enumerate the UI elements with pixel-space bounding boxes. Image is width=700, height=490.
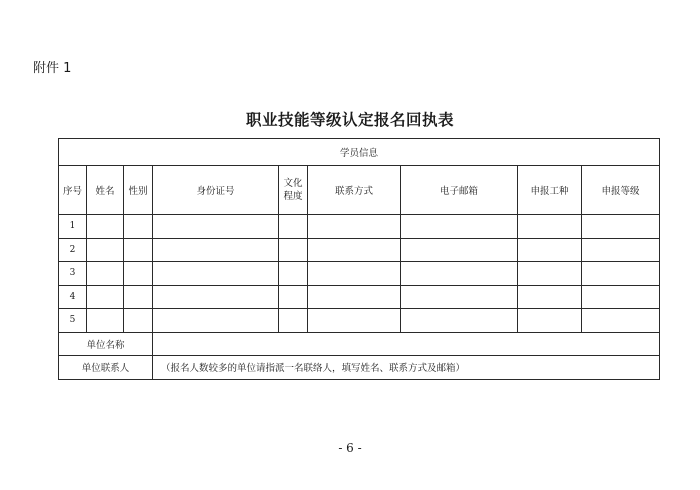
form-title: 职业技能等级认定报名回执表 — [245, 110, 454, 129]
row-number: 4 — [59, 285, 87, 309]
cell-education[interactable] — [279, 262, 308, 286]
cell-email[interactable] — [401, 285, 518, 309]
col-header-level: 申报等级 — [582, 166, 660, 215]
cell-job-type[interactable] — [518, 238, 582, 262]
row-number: 5 — [59, 309, 87, 333]
cell-job-type[interactable] — [518, 309, 582, 333]
cell-gender[interactable] — [124, 309, 153, 333]
col-header-gender: 性别 — [124, 166, 153, 215]
cell-email[interactable] — [401, 215, 518, 239]
cell-job-type[interactable] — [518, 262, 582, 286]
cell-contact[interactable] — [308, 309, 401, 333]
cell-education[interactable] — [279, 309, 308, 333]
cell-contact[interactable] — [308, 238, 401, 262]
cell-education[interactable] — [279, 215, 308, 239]
cell-name[interactable] — [87, 309, 124, 333]
cell-id[interactable] — [153, 309, 279, 333]
cell-id[interactable] — [153, 215, 279, 239]
table-row — [59, 238, 660, 262]
cell-gender[interactable] — [124, 285, 153, 309]
cell-name[interactable] — [87, 215, 124, 239]
cell-level[interactable] — [582, 262, 660, 286]
table-row — [59, 309, 660, 333]
unit-contact-label: 单位联系人 — [59, 356, 153, 380]
cell-level[interactable] — [582, 238, 660, 262]
cell-contact[interactable] — [308, 285, 401, 309]
table-row — [59, 285, 660, 309]
cell-name[interactable] — [87, 285, 124, 309]
cell-email[interactable] — [401, 309, 518, 333]
cell-email[interactable] — [401, 238, 518, 262]
col-header-id: 身份证号 — [153, 166, 279, 215]
cell-name[interactable] — [87, 238, 124, 262]
cell-gender[interactable] — [124, 238, 153, 262]
cell-job-type[interactable] — [518, 285, 582, 309]
cell-id[interactable] — [153, 285, 279, 309]
col-header-contact: 联系方式 — [308, 166, 401, 215]
table-row — [59, 215, 660, 239]
col-header-education: 文化程度 — [279, 166, 308, 215]
row-number: 2 — [59, 238, 87, 262]
cell-gender[interactable] — [124, 215, 153, 239]
page-number: - 6 - — [338, 441, 362, 455]
unit-name-row — [59, 332, 660, 356]
registration-table — [58, 138, 660, 380]
cell-education[interactable] — [279, 238, 308, 262]
cell-level[interactable] — [582, 309, 660, 333]
row-number: 1 — [59, 215, 87, 239]
cell-level[interactable] — [582, 285, 660, 309]
cell-contact[interactable] — [308, 262, 401, 286]
section-header: 学员信息 — [59, 139, 660, 166]
col-header-no: 序号 — [59, 166, 87, 215]
cell-email[interactable] — [401, 262, 518, 286]
cell-id[interactable] — [153, 262, 279, 286]
cell-level[interactable] — [582, 215, 660, 239]
col-header-job-type: 申报工种 — [518, 166, 582, 215]
cell-contact[interactable] — [308, 215, 401, 239]
attachment-label: 附件 1 — [33, 61, 72, 76]
unit-name-field[interactable] — [153, 332, 660, 356]
row-number: 3 — [59, 262, 87, 286]
unit-contact-row — [59, 356, 660, 380]
cell-job-type[interactable] — [518, 215, 582, 239]
cell-gender[interactable] — [124, 262, 153, 286]
column-header-row — [59, 166, 660, 215]
cell-id[interactable] — [153, 238, 279, 262]
col-header-email: 电子邮箱 — [401, 166, 518, 215]
unit-contact-note[interactable]: （报名人数较多的单位请指派一名联络人，填写姓名、联系方式及邮箱） — [153, 356, 660, 380]
unit-name-label: 单位名称 — [59, 332, 153, 356]
col-header-name: 姓名 — [87, 166, 124, 215]
table-row — [59, 262, 660, 286]
section-header-row — [59, 139, 660, 166]
cell-name[interactable] — [87, 262, 124, 286]
cell-education[interactable] — [279, 285, 308, 309]
